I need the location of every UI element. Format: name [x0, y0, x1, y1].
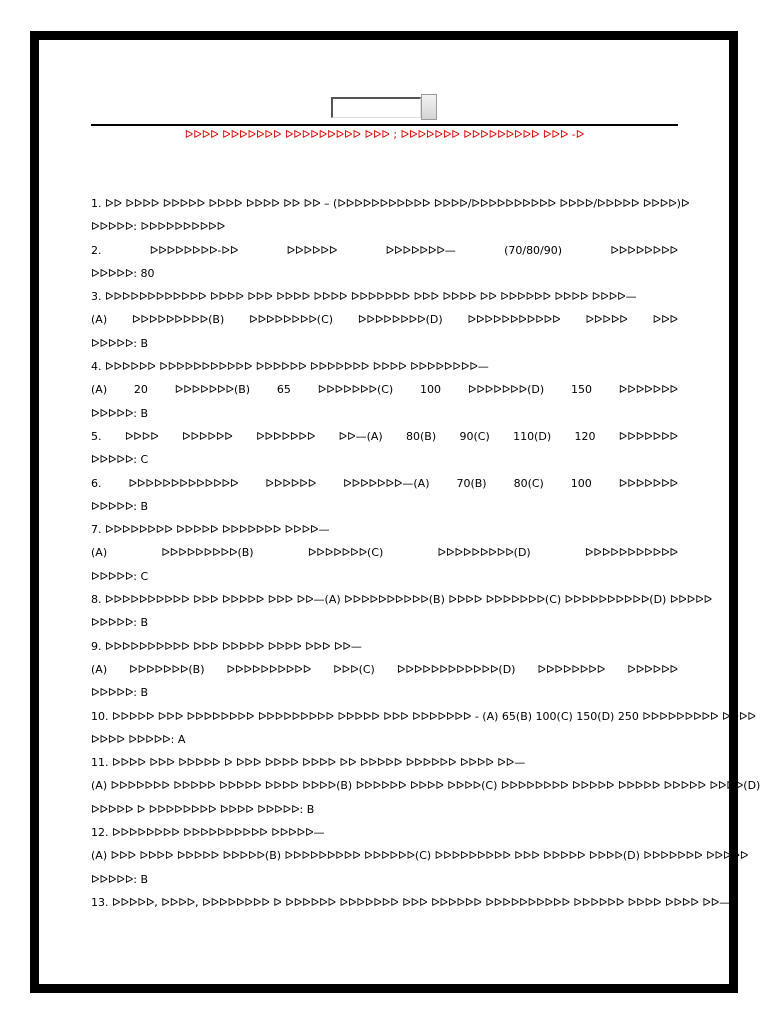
question-10-answer: ᐅᐅᐅᐅ ᐅᐅᐅᐅᐅ: A	[91, 732, 186, 746]
question-list	[91, 195, 761, 917]
header-input-field[interactable]	[331, 97, 421, 118]
question-9-answer: ᐅᐅᐅᐅᐅ: B	[91, 686, 149, 700]
question-9-line-1: 9. ᐅᐅᐅᐅᐅᐅᐅᐅᐅᐅ ᐅᐅᐅ ᐅᐅᐅᐅᐅ ᐅᐅᐅᐅ ᐅᐅᐅ ᐅᐅ—	[91, 639, 362, 653]
question-11-answer: ᐅᐅᐅᐅᐅ ᐅ ᐅᐅᐅᐅᐅᐅᐅᐅ ᐅᐅᐅᐅ ᐅᐅᐅᐅᐅ: B	[91, 802, 315, 816]
header-input-widget[interactable]	[331, 94, 437, 120]
question-6-line-1: 6. ᐅᐅᐅᐅᐅᐅᐅᐅᐅᐅᐅᐅᐅ ᐅᐅᐅᐅᐅᐅ ᐅᐅᐅᐅᐅᐅᐅ—(A) 70(B) 80(C) 100 ᐅᐅᐅᐅᐅᐅᐅ	[91, 476, 678, 490]
question-4-answer: ᐅᐅᐅᐅᐅ: B	[91, 406, 149, 420]
question-6-answer: ᐅᐅᐅᐅᐅ: B	[91, 499, 149, 513]
question-8-answer: ᐅᐅᐅᐅᐅ: B	[91, 616, 149, 630]
header-input-button[interactable]	[421, 94, 437, 120]
question-7-answer: ᐅᐅᐅᐅᐅ: C	[91, 569, 149, 583]
question-12-answer: ᐅᐅᐅᐅᐅ: B	[91, 872, 149, 886]
question-3-line-1: 3. ᐅᐅᐅᐅᐅᐅᐅᐅᐅᐅᐅᐅ ᐅᐅᐅᐅ ᐅᐅᐅ ᐅᐅᐅᐅ ᐅᐅᐅᐅ ᐅᐅᐅᐅᐅᐅᐅ ᐅᐅᐅ ᐅᐅᐅᐅ ᐅᐅ ᐅᐅᐅᐅᐅᐅ ᐅᐅᐅᐅ ᐅᐅᐅᐅ—	[91, 290, 637, 304]
question-1-line-1: 1. ᐅᐅ ᐅᐅᐅᐅ ᐅᐅᐅᐅᐅ ᐅᐅᐅᐅ ᐅᐅᐅᐅ ᐅᐅ ᐅᐅ – (ᐅᐅᐅᐅᐅᐅᐅᐅᐅᐅᐅ ᐅᐅᐅᐅ/ᐅᐅᐅᐅᐅᐅᐅᐅᐅᐅ ᐅᐅᐅᐅ/ᐅᐅᐅᐅᐅ ᐅᐅᐅᐅ)ᐅ	[91, 197, 690, 210]
question-1-answer: ᐅᐅᐅᐅᐅ: ᐅᐅᐅᐅᐅᐅᐅᐅᐅᐅ	[91, 220, 226, 234]
question-5-answer: ᐅᐅᐅᐅᐅ: C	[91, 453, 149, 467]
question-13-line-1: 13. ᐅᐅᐅᐅᐅ, ᐅᐅᐅᐅ, ᐅᐅᐅᐅᐅᐅᐅᐅ ᐅ ᐅᐅᐅᐅᐅᐅ ᐅᐅᐅᐅᐅᐅᐅ ᐅᐅᐅ ᐅᐅᐅᐅᐅᐅ ᐅᐅᐅᐅᐅᐅᐅᐅᐅᐅ ᐅᐅᐅᐅᐅᐅ ᐅᐅᐅᐅ ᐅᐅᐅᐅ ᐅᐅ—	[91, 895, 731, 909]
question-11-line-1: 11. ᐅᐅᐅᐅ ᐅᐅᐅ ᐅᐅᐅᐅᐅ ᐅ ᐅᐅᐅ ᐅᐅᐅᐅ ᐅᐅᐅᐅ ᐅᐅ ᐅᐅᐅᐅᐅ ᐅᐅᐅᐅᐅᐅ ᐅᐅᐅᐅ ᐅᐅ—	[91, 756, 526, 770]
question-3-answer: ᐅᐅᐅᐅᐅ: B	[91, 336, 149, 350]
page-subtitle: ᐅᐅᐅᐅ ᐅᐅᐅᐅᐅᐅᐅ ᐅᐅᐅᐅᐅᐅᐅᐅᐅ ᐅᐅᐅ ; ᐅᐅᐅᐅᐅᐅᐅ ᐅᐅᐅᐅᐅᐅᐅᐅᐅ ᐅᐅᐅ -ᐅ	[184, 128, 585, 141]
question-7-line-1: 7. ᐅᐅᐅᐅᐅᐅᐅᐅ ᐅᐅᐅᐅᐅ ᐅᐅᐅᐅᐅᐅᐅ ᐅᐅᐅᐅ—	[91, 523, 330, 537]
question-10-line-1: 10. ᐅᐅᐅᐅᐅ ᐅᐅᐅ ᐅᐅᐅᐅᐅᐅᐅᐅ ᐅᐅᐅᐅᐅᐅᐅᐅᐅ ᐅᐅᐅᐅᐅ ᐅᐅᐅ ᐅᐅᐅᐅᐅᐅᐅ - (A) 65(B) 100(C) 150(D) 250 ᐅᐅᐅᐅᐅᐅᐅᐅᐅ ᐅᐅᐅᐅ	[91, 709, 756, 723]
question-12-options: (A) ᐅᐅᐅ ᐅᐅᐅᐅ ᐅᐅᐅᐅᐅ ᐅᐅᐅᐅᐅ(B) ᐅᐅᐅᐅᐅᐅᐅᐅᐅ ᐅᐅᐅᐅᐅᐅ(C) ᐅᐅᐅᐅᐅᐅᐅᐅᐅ ᐅᐅᐅ ᐅᐅᐅᐅᐅ ᐅᐅᐅᐅ(D) ᐅᐅᐅᐅᐅᐅᐅ ᐅᐅᐅᐅᐅ	[91, 849, 749, 863]
question-2-line-1: 2. ᐅᐅᐅᐅᐅᐅᐅᐅ-ᐅᐅ ᐅᐅᐅᐅᐅᐅ ᐅᐅᐅᐅᐅᐅᐅ— (70/80/90) ᐅᐅᐅᐅᐅᐅᐅᐅ	[91, 243, 678, 257]
question-7-options: (A) ᐅᐅᐅᐅᐅᐅᐅᐅᐅ(B) ᐅᐅᐅᐅᐅᐅᐅ(C) ᐅᐅᐅᐅᐅᐅᐅᐅᐅ(D) ᐅᐅᐅᐅᐅᐅᐅᐅᐅᐅᐅ	[91, 546, 678, 560]
question-3-options: (A) ᐅᐅᐅᐅᐅᐅᐅᐅᐅ(B) ᐅᐅᐅᐅᐅᐅᐅᐅ(C) ᐅᐅᐅᐅᐅᐅᐅᐅ(D) ᐅᐅᐅᐅᐅᐅᐅᐅᐅᐅᐅ ᐅᐅᐅᐅᐅ ᐅᐅᐅ	[91, 313, 678, 327]
question-5-line-1: 5. ᐅᐅᐅᐅ ᐅᐅᐅᐅᐅᐅ ᐅᐅᐅᐅᐅᐅᐅ ᐅᐅ—(A) 80(B) 90(C) 110(D) 120 ᐅᐅᐅᐅᐅᐅᐅ	[91, 429, 678, 443]
question-11-options: (A) ᐅᐅᐅᐅᐅᐅᐅ ᐅᐅᐅᐅᐅ ᐅᐅᐅᐅᐅ ᐅᐅᐅᐅ ᐅᐅᐅᐅ(B) ᐅᐅᐅᐅᐅᐅ ᐅᐅᐅᐅ ᐅᐅᐅᐅ(C) ᐅᐅᐅᐅᐅᐅᐅᐅ ᐅᐅᐅᐅᐅ ᐅᐅᐅᐅᐅ ᐅᐅᐅᐅᐅ ᐅᐅᐅᐅ(D)	[91, 779, 761, 793]
question-9-options: (A) ᐅᐅᐅᐅᐅᐅᐅ(B) ᐅᐅᐅᐅᐅᐅᐅᐅᐅᐅ ᐅᐅᐅ(C) ᐅᐅᐅᐅᐅᐅᐅᐅᐅᐅᐅᐅ(D) ᐅᐅᐅᐅᐅᐅᐅᐅ ᐅᐅᐅᐅᐅᐅ	[91, 662, 678, 676]
question-4-line-1: 4. ᐅᐅᐅᐅᐅᐅ ᐅᐅᐅᐅᐅᐅᐅᐅᐅᐅᐅ ᐅᐅᐅᐅᐅᐅ ᐅᐅᐅᐅᐅᐅᐅ ᐅᐅᐅᐅ ᐅᐅᐅᐅᐅᐅᐅᐅ—	[91, 360, 489, 374]
header-rule	[91, 124, 678, 126]
question-4-options: (A) 20 ᐅᐅᐅᐅᐅᐅᐅ(B) 65 ᐅᐅᐅᐅᐅᐅᐅ(C) 100 ᐅᐅᐅᐅᐅᐅᐅ(D) 150 ᐅᐅᐅᐅᐅᐅᐅ	[91, 383, 678, 397]
question-2-answer: ᐅᐅᐅᐅᐅ: 80	[91, 266, 155, 280]
question-12-line-1: 12. ᐅᐅᐅᐅᐅᐅᐅᐅ ᐅᐅᐅᐅᐅᐅᐅᐅᐅᐅ ᐅᐅᐅᐅᐅ—	[91, 826, 325, 840]
question-8-line-1: 8. ᐅᐅᐅᐅᐅᐅᐅᐅᐅᐅ ᐅᐅᐅ ᐅᐅᐅᐅᐅ ᐅᐅᐅ ᐅᐅ—(A) ᐅᐅᐅᐅᐅᐅᐅᐅᐅᐅ(B) ᐅᐅᐅᐅ ᐅᐅᐅᐅᐅᐅᐅ(C) ᐅᐅᐅᐅᐅᐅᐅᐅᐅᐅ(D) ᐅᐅᐅᐅᐅ	[91, 593, 713, 607]
